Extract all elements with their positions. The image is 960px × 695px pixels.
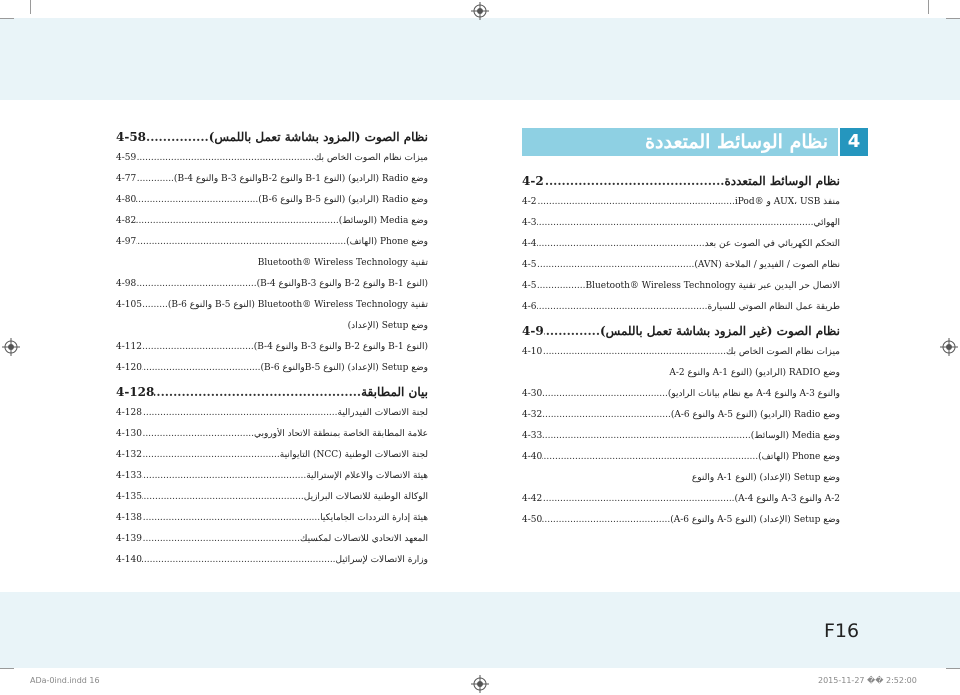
toc-page-number: 4-30	[522, 389, 543, 399]
toc-page-number: 4-139	[116, 534, 142, 544]
trim-mark	[946, 18, 960, 19]
chapter-title: نظام الوسائط المتعددة	[522, 128, 838, 156]
toc-entry-text: نظام الصوت (المزود بشاشة تعمل باللمس)	[208, 130, 428, 144]
toc-entry-text: وضع RADIO (الراديو) (النوع A-1 والنوع A-2	[669, 368, 840, 378]
toc-page-number: 4-59	[116, 153, 137, 163]
toc-page-number: 4-2	[522, 174, 544, 188]
toc-page-number: 4-130	[116, 429, 142, 439]
toc-dot-leader	[136, 278, 256, 291]
toc-page-number: 4-6	[522, 302, 537, 312]
trim-mark	[946, 668, 960, 669]
toc-entry-text: والنوع A-3 والنوع A-4 مع نظام بيانات الراديو)	[667, 389, 840, 399]
toc-entry-text: وضع Setup (الإعداد) (النوع A-1 والنوع	[691, 473, 840, 483]
toc-entry[interactable]	[522, 280, 840, 293]
toc-entry[interactable]	[522, 430, 840, 443]
toc-entry-text: وضع Setup (الإعداد)	[347, 321, 428, 331]
toc-dot-leader	[537, 259, 695, 272]
toc-dot-leader	[537, 196, 735, 209]
toc-entry-text: هيئة إدارة الترددات الجامايكيا	[320, 513, 428, 523]
toc-entry-text: وضع Media (الوسائط)	[338, 216, 428, 226]
toc-right-column	[522, 172, 840, 535]
toc-dot-leader	[142, 491, 304, 504]
page-number: F16	[824, 620, 860, 642]
toc-page-number: 4-58	[116, 130, 147, 144]
registration-mark-icon	[2, 338, 20, 356]
toc-entry-text: لجنة الاتصالات الوطنية (NCC) التايوانية	[279, 450, 428, 460]
toc-entry[interactable]	[116, 449, 428, 462]
toc-section-heading[interactable]	[522, 322, 840, 340]
toc-entry-text: نظام الوسائط المتعددة	[724, 174, 840, 188]
toc-page-number: 4-112	[116, 342, 142, 352]
toc-dot-leader	[537, 280, 586, 293]
toc-entry[interactable]	[116, 362, 428, 375]
toc-page-number: 4-140	[116, 555, 142, 565]
toc-entry[interactable]	[116, 341, 428, 354]
toc-entry[interactable]	[116, 299, 428, 312]
toc-entry-text: تقنية Bluetooth® Wireless Technology (النوع B-5 والنوع B-6)	[167, 300, 428, 310]
toc-entry[interactable]	[116, 194, 428, 207]
toc-entry-text: هيئة الاتصالات والاعلام الإسترالية	[306, 471, 428, 481]
toc-dot-leader	[136, 173, 174, 186]
toc-entry-text: ميزات نظام الصوت الخاص بك	[313, 153, 428, 163]
trim-mark	[30, 0, 31, 14]
toc-entry-text: الوكالة الوطنية للاتصالات البرازيل	[303, 492, 428, 502]
toc-page-number: 4-97	[116, 237, 137, 247]
toc-dot-leader	[142, 554, 336, 567]
footer-timestamp: 2015-11-27 �� 2:52:00	[818, 676, 917, 685]
toc-section-heading[interactable]	[116, 383, 428, 401]
toc-dot-leader	[142, 470, 306, 483]
toc-dot-leader	[142, 299, 168, 312]
toc-entry[interactable]	[116, 428, 428, 441]
toc-entry[interactable]	[116, 491, 428, 504]
toc-page-number: 4-42	[522, 494, 543, 504]
registration-mark-icon	[471, 2, 489, 20]
toc-dot-leader	[142, 341, 254, 354]
toc-dot-leader	[136, 215, 338, 228]
toc-page-number: 4-98	[116, 279, 137, 289]
toc-page-number: 4-3	[522, 218, 537, 228]
toc-entry[interactable]	[116, 320, 428, 333]
trim-mark	[0, 18, 14, 19]
toc-dot-leader	[142, 533, 300, 546]
toc-page-number: 4-138	[116, 513, 142, 523]
toc-page-number: 4-9	[522, 324, 544, 338]
footer-file: ADa-0ind.indd 16	[30, 676, 100, 685]
toc-entry-text: ميزات نظام الصوت الخاص بك	[725, 347, 840, 357]
toc-entry-text: نظام الصوت / الفيديو / الملاحة (AVN)	[694, 260, 840, 270]
toc-page-number: 4-128	[116, 408, 142, 418]
toc-entry[interactable]	[522, 493, 840, 506]
trim-mark	[928, 0, 929, 14]
toc-dot-leader	[537, 238, 705, 251]
toc-dot-leader	[142, 407, 338, 420]
toc-page-number: 4-4	[522, 239, 537, 249]
toc-dot-leader	[537, 301, 708, 314]
toc-dot-leader	[544, 172, 725, 190]
toc-entry-text: الهوائي	[813, 218, 840, 228]
toc-dot-leader	[142, 428, 254, 441]
toc-entry[interactable]	[522, 346, 840, 359]
chapter-number: 4	[840, 128, 868, 156]
toc-entry-text: تقنية Bluetooth® Wireless Technology	[257, 258, 428, 268]
toc-entry-text: المعهد الاتحادي للاتصالات لمكسيك	[300, 534, 428, 544]
registration-mark-icon	[940, 338, 958, 356]
toc-dot-leader	[142, 449, 280, 462]
toc-entry[interactable]	[116, 554, 428, 567]
toc-entry-text: (النوع B-1 والنوع B-2 والنوع B-3 والنوع B-4)	[253, 342, 428, 352]
toc-section-heading[interactable]	[522, 172, 840, 190]
toc-entry[interactable]	[116, 407, 428, 420]
toc-dot-leader	[142, 362, 261, 375]
toc-entry-text: بيان المطابقة	[361, 385, 428, 399]
toc-dot-leader	[542, 409, 671, 422]
toc-entry-text: التحكم الكهربائي في الصوت عن بعد	[704, 239, 840, 249]
toc-entry-text: نظام الصوت (غير المزود بشاشة تعمل باللمس)	[600, 324, 840, 338]
toc-page-number: 4-5	[522, 260, 537, 270]
toc-entry[interactable]	[116, 257, 428, 270]
toc-section-heading[interactable]	[116, 128, 428, 146]
toc-page-number: 4-2	[522, 197, 537, 207]
toc-entry-text: علامة المطابقة الخاصة بمنطقة الاتحاد الأوروبي	[254, 429, 428, 439]
toc-page-number: 4-50	[522, 515, 543, 525]
toc-entry[interactable]	[522, 217, 840, 230]
toc-page-number: 4-132	[116, 450, 142, 460]
toc-dot-leader	[542, 514, 670, 527]
toc-dot-leader	[544, 322, 600, 340]
toc-entry[interactable]	[522, 367, 840, 380]
toc-dot-leader	[542, 451, 758, 464]
toc-page-number: 4-135	[116, 492, 142, 502]
toc-entry[interactable]	[116, 173, 428, 186]
toc-left-column	[116, 128, 428, 575]
toc-dot-leader	[542, 346, 726, 359]
toc-entry-text: وزارة الاتصالات لإسرائيل	[335, 555, 428, 565]
toc-entry[interactable]	[116, 278, 428, 291]
toc-entry[interactable]	[522, 301, 840, 314]
toc-entry-text: وضع Setup (الإعداد) (النوع A-5 والنوع A-6)	[670, 515, 840, 525]
toc-page-number: 4-33	[522, 431, 543, 441]
toc-dot-leader	[136, 194, 258, 207]
toc-entry[interactable]	[522, 514, 840, 527]
registration-mark-icon	[471, 675, 489, 693]
toc-page-number: 4-82	[116, 216, 137, 226]
toc-dot-leader	[537, 217, 814, 230]
toc-dot-leader	[542, 388, 668, 401]
toc-entry[interactable]	[522, 388, 840, 401]
toc-entry[interactable]	[522, 472, 840, 485]
top-band	[0, 18, 960, 100]
toc-page-number: 4-133	[116, 471, 142, 481]
toc-entry[interactable]	[116, 236, 428, 249]
toc-entry-text: طريقة عمل النظام الصوتي للسيارة	[707, 302, 840, 312]
toc-entry-text: وضع Phone (الهاتف)	[346, 237, 428, 247]
toc-dot-leader	[154, 383, 361, 401]
toc-dot-leader	[142, 512, 320, 525]
toc-entry[interactable]	[522, 451, 840, 464]
toc-entry-text: الاتصال حر اليدين عبر تقنية Bluetooth® Wireless Technology	[585, 281, 840, 291]
toc-dot-leader	[136, 236, 346, 249]
toc-entry[interactable]	[116, 152, 428, 165]
toc-entry-text: لجنة الاتصالات الفيدرالية	[337, 408, 428, 418]
toc-entry-text: وضع Phone (الهاتف)	[758, 452, 840, 462]
toc-entry[interactable]	[522, 409, 840, 422]
toc-page-number: 4-10	[522, 347, 543, 357]
toc-page-number: 4-77	[116, 174, 137, 184]
toc-page-number: 4-80	[116, 195, 137, 205]
toc-entry[interactable]	[116, 215, 428, 228]
toc-dot-leader	[146, 128, 209, 146]
toc-entry-text: A-2 والنوع A-3 والنوع A-4)	[734, 494, 840, 504]
toc-entry-text: منفذ AUX، USB و ®iPod	[734, 197, 840, 207]
toc-entry-text: وضع Radio (الراديو) (النوع A-5 والنوع A-6)	[670, 410, 840, 420]
toc-entry[interactable]	[116, 533, 428, 546]
toc-entry-text: وضع Radio (الراديو) (النوع B-1 والنوع B-2والنوع B-3 والنوع B-4)	[173, 174, 428, 184]
toc-entry-text: وضع Setup (الإعداد) (النوع B-5والنوع B-6)	[260, 363, 428, 373]
toc-entry[interactable]	[522, 196, 840, 209]
toc-entry[interactable]	[116, 512, 428, 525]
toc-page-number: 4-105	[116, 300, 142, 310]
toc-dot-leader	[136, 152, 314, 165]
toc-entry[interactable]	[522, 238, 840, 251]
trim-mark	[0, 668, 14, 669]
toc-entry-text: (النوع B-1 والنوع B-2 والنوع B-3والنوع B-4)	[256, 279, 428, 289]
toc-entry-text: وضع Radio (الراديو) (النوع B-5 والنوع B-6)	[258, 195, 428, 205]
toc-dot-leader	[542, 430, 750, 443]
toc-entry[interactable]	[116, 470, 428, 483]
toc-page-number: 4-5	[522, 281, 537, 291]
toc-page-number: 4-32	[522, 410, 543, 420]
toc-page-number: 4-128	[116, 385, 155, 399]
toc-entry-text: وضع Media (الوسائط)	[750, 431, 840, 441]
toc-entry[interactable]	[522, 259, 840, 272]
toc-page-number: 4-40	[522, 452, 543, 462]
bottom-band	[0, 592, 960, 668]
toc-dot-leader	[542, 493, 734, 506]
toc-page-number: 4-120	[116, 363, 142, 373]
